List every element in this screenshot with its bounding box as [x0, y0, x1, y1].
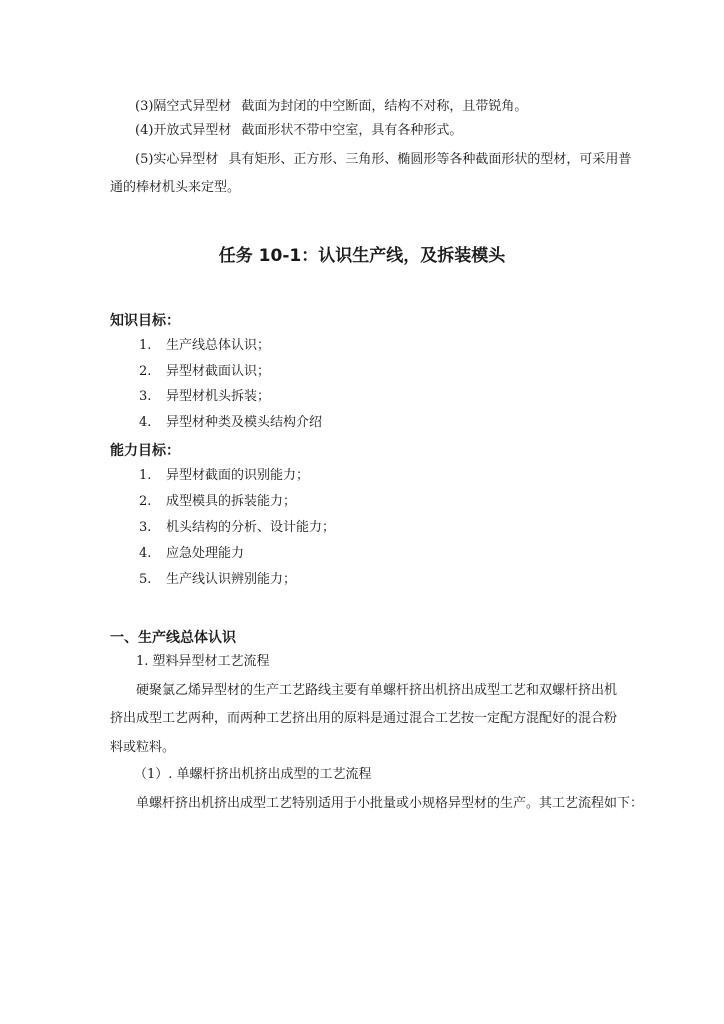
intro-desc: 截面为封闭的中空断面，结构不对称，且带锐角。 — [241, 99, 528, 114]
knowledge-item: 异型材截面认识； — [166, 364, 271, 379]
knowledge-item: 异型材种类及模头结构介绍 — [166, 415, 323, 430]
intro-line-5 — [135, 152, 631, 168]
ability-item: 成型模具的拆装能力； — [166, 494, 297, 509]
knowledge-num: 3. — [139, 389, 152, 404]
paragraph-line: 挤出成型工艺两种，而两种工艺挤出用的原料是通过混合工艺按一定配方混配好的混合粉 — [110, 711, 618, 726]
intro-line-3 — [135, 99, 527, 115]
intro-term: (3)隔空式异型材 — [135, 99, 232, 114]
ability-num: 2. — [139, 494, 152, 509]
intro-term: (4)开放式异型材 — [135, 123, 232, 138]
intro-line-4 — [135, 123, 462, 139]
ability-num: 3. — [139, 520, 152, 535]
paragraph-line: 料或粒料。 — [110, 740, 176, 755]
ability-item: 生产线认识辨别能力； — [166, 572, 297, 587]
ability-item: 异型材截面的识别能力； — [166, 468, 310, 483]
knowledge-heading: 知识目标： — [110, 313, 180, 329]
task-title: 任务 10-1：认识生产线，及拆装模头 — [218, 246, 506, 266]
knowledge-num: 4. — [139, 415, 152, 430]
ability-num: 4. — [139, 546, 152, 561]
ability-num: 5. — [139, 572, 152, 587]
knowledge-num: 1. — [139, 338, 152, 353]
intro-desc: 具有矩形、正方形、三角形、椭圆形等各种截面形状的型材，可采用普 — [228, 152, 632, 167]
ability-heading: 能力目标： — [110, 443, 180, 459]
ability-num: 1. — [139, 468, 152, 483]
subsection-title: （1）. 单螺杆挤出机挤出成型的工艺流程 — [134, 767, 372, 782]
paragraph-line: 单螺杆挤出机挤出成型工艺特别适用于小批量或小规格异型材的生产。其工艺流程如下： — [136, 796, 644, 811]
intro-term: (5)实心异型材 — [135, 152, 219, 167]
section-heading: 一、生产线总体认识 — [110, 630, 236, 646]
paragraph-line: 硬聚氯乙烯异型材的生产工艺路线主要有单螺杆挤出机挤出成型工艺和双螺杆挤出机 — [136, 683, 618, 698]
knowledge-item: 异型材机头拆装； — [166, 389, 271, 404]
ability-item: 机头结构的分析、设计能力； — [166, 520, 336, 535]
intro-desc: 截面形状不带中空室，具有各种形式。 — [241, 123, 463, 138]
knowledge-num: 2. — [139, 364, 152, 379]
intro-continuation: 通的棒材机头来定型。 — [110, 180, 241, 195]
knowledge-item: 生产线总体认识； — [166, 338, 271, 353]
ability-item: 应急处理能力 — [166, 546, 245, 561]
subsection-title: 1. 塑料异型材工艺流程 — [136, 654, 270, 669]
